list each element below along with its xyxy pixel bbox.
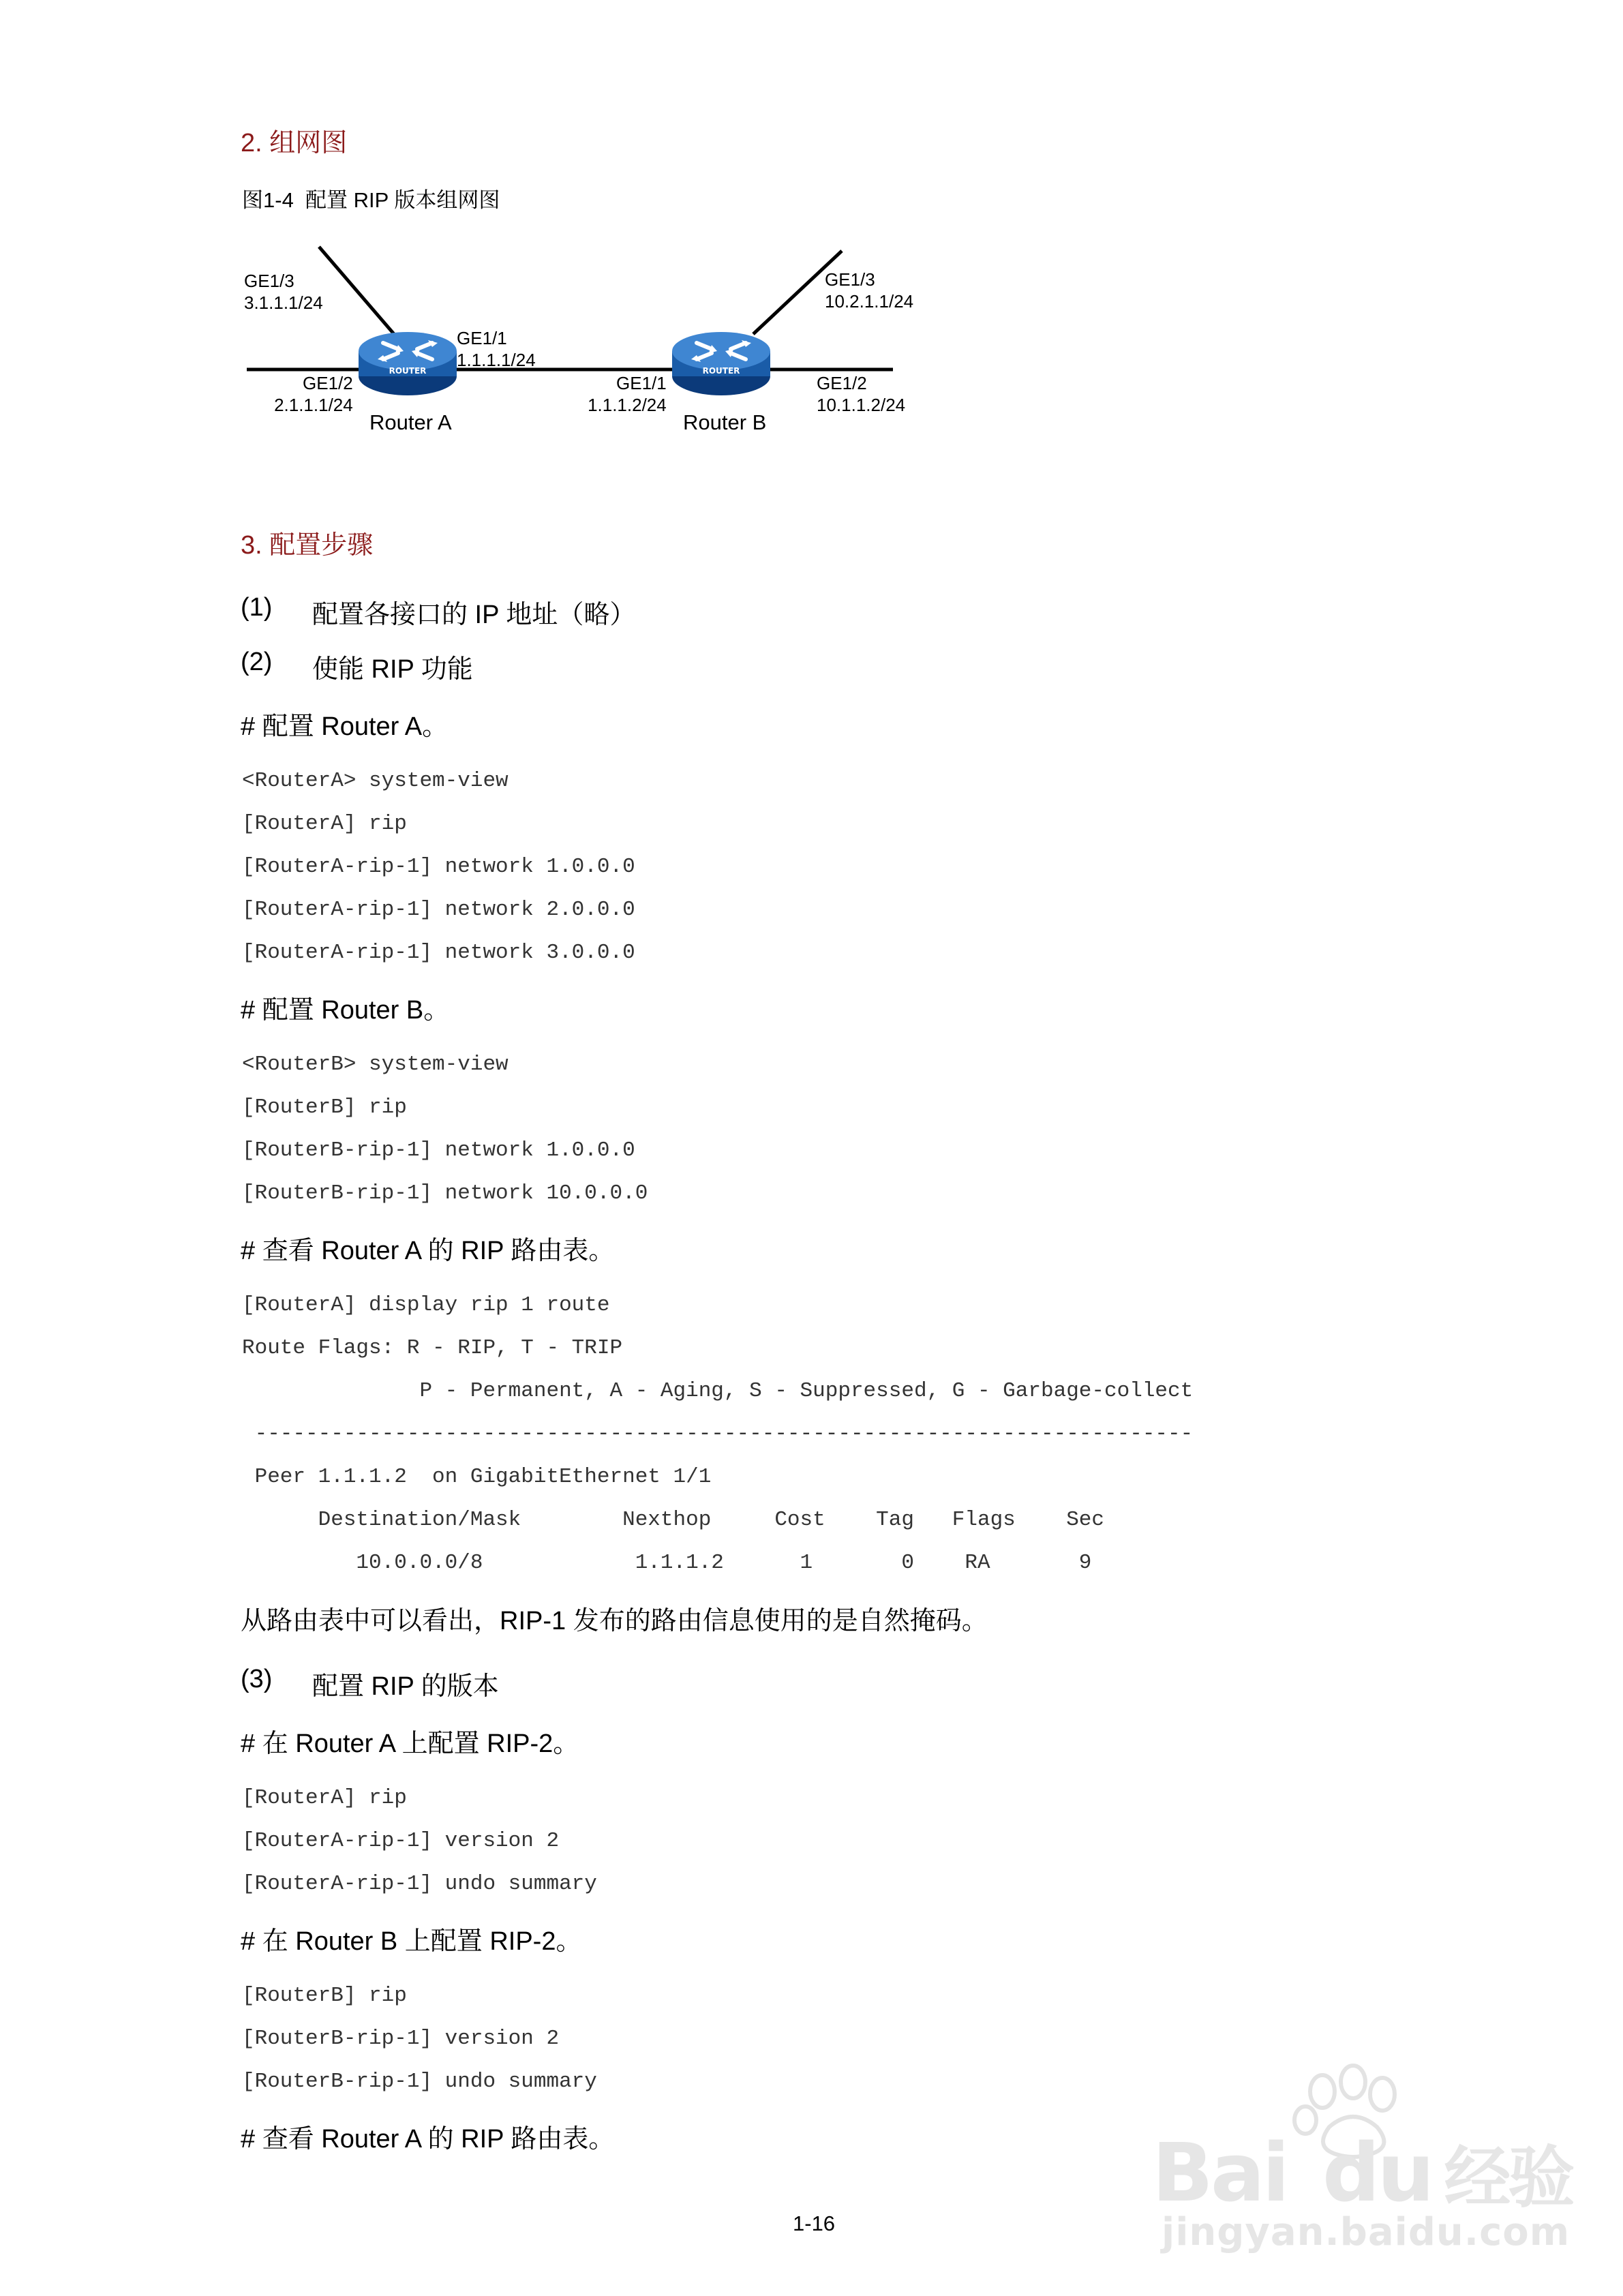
code-table-header: Destination/Mask Nexthop Cost Tag Flags Sec bbox=[242, 1508, 1105, 1532]
note-view-router-a-table: # 查看 Router A 的 RIP 路由表。 bbox=[241, 1237, 615, 1265]
router-b-icon bbox=[672, 332, 770, 395]
router-a-ge13-ip: 3.1.1.1/24 bbox=[244, 292, 323, 313]
code-table-row: 10.0.0.0/8 1.1.1.2 1 0 RA 9 bbox=[242, 1551, 1092, 1575]
router-a-ge13-label bbox=[244, 270, 323, 314]
router-b-ge11-label bbox=[586, 372, 667, 416]
section-heading-network: 2. 组网图 bbox=[241, 129, 348, 157]
code-line: Route Flags: R - RIP, T - TRIP bbox=[242, 1336, 623, 1360]
router-b-badge: ROUTER bbox=[702, 366, 740, 376]
code-line: [RouterB-rip-1] network 1.0.0.0 bbox=[242, 1138, 635, 1162]
step-3-text: 配置 RIP 的版本 bbox=[312, 1672, 499, 1701]
code-line: Peer 1.1.1.2 on GigabitEthernet 1/1 bbox=[242, 1465, 712, 1489]
note-config-router-b: # 配置 Router B。 bbox=[241, 996, 450, 1025]
code-line: [RouterB-rip-1] undo summary bbox=[242, 2070, 597, 2094]
router-b-name: Router B bbox=[683, 410, 767, 434]
step-3-number: (3) bbox=[241, 1665, 273, 1693]
code-line: <RouterA> system-view bbox=[242, 769, 509, 793]
figure-caption: 图1-4 配置 RIP 版本组网图 bbox=[242, 188, 500, 212]
router-b-ge11-name: GE1/1 bbox=[616, 373, 667, 393]
code-line: [RouterA] rip bbox=[242, 1786, 407, 1810]
watermark-brand-2: du bbox=[1322, 2126, 1432, 2220]
code-separator: -------------------------------------------------------------------------- bbox=[242, 1422, 1194, 1446]
code-line: [RouterB-rip-1] network 10.0.0.0 bbox=[242, 1181, 648, 1205]
section-heading-steps: 3. 配置步骤 bbox=[241, 531, 374, 560]
page-number: 1-16 bbox=[793, 2211, 836, 2235]
router-b-ge11-ip: 1.1.1.2/24 bbox=[588, 395, 667, 415]
router-b-ge13-ip: 10.2.1.1/24 bbox=[825, 291, 914, 312]
router-b-ge12-ip: 10.1.1.2/24 bbox=[817, 395, 906, 415]
note-config-router-a: # 配置 Router A。 bbox=[241, 712, 449, 741]
note-view-router-a-table-2: # 查看 Router A 的 RIP 路由表。 bbox=[241, 2125, 615, 2154]
note-router-b-rip2: # 在 Router B 上配置 RIP-2。 bbox=[241, 1927, 582, 1956]
code-line: [RouterA-rip-1] version 2 bbox=[242, 1829, 560, 1853]
note-natural-mask: 从路由表中可以看出，RIP-1 发布的路由信息使用的是自然掩码。 bbox=[241, 1607, 988, 1635]
code-line: <RouterB> system-view bbox=[242, 1053, 509, 1076]
diagram-lines bbox=[232, 232, 947, 450]
note-router-a-rip2: # 在 Router A 上配置 RIP-2。 bbox=[241, 1729, 579, 1758]
baidu-jingyan-watermark bbox=[1152, 2059, 1573, 2263]
network-diagram bbox=[232, 232, 947, 450]
router-a-icon bbox=[359, 332, 457, 395]
code-line: [RouterB] rip bbox=[242, 1096, 407, 1119]
router-a-ge13-name: GE1/3 bbox=[244, 271, 294, 291]
step-2-text: 使能 RIP 功能 bbox=[312, 655, 473, 684]
code-line: [RouterA] display rip 1 route bbox=[242, 1293, 610, 1317]
code-line: [RouterA] rip bbox=[242, 812, 407, 836]
code-line: [RouterA-rip-1] undo summary bbox=[242, 1872, 597, 1896]
router-a-ge11-label bbox=[457, 327, 536, 371]
watermark-product: 经验 bbox=[1444, 2139, 1573, 2217]
code-line: P - Permanent, A - Aging, S - Suppressed, G - Garbage-collect bbox=[242, 1379, 1194, 1403]
router-a-ge12-ip: 2.1.1.1/24 bbox=[274, 395, 353, 415]
step-2-number: (2) bbox=[241, 648, 273, 676]
code-line: [RouterA-rip-1] network 1.0.0.0 bbox=[242, 855, 635, 879]
link-a-ge13 bbox=[319, 247, 394, 334]
router-a-name: Router A bbox=[369, 410, 452, 434]
router-a-ge12-label bbox=[273, 372, 353, 416]
watermark-url: jingyan.baidu.com bbox=[1162, 2210, 1571, 2254]
router-b-ge13-name: GE1/3 bbox=[825, 269, 875, 290]
code-line: [RouterA-rip-1] network 2.0.0.0 bbox=[242, 898, 635, 922]
router-b-ge12-name: GE1/2 bbox=[817, 373, 867, 393]
router-b-ge12-label bbox=[817, 372, 905, 416]
router-a-ge11-ip: 1.1.1.1/24 bbox=[457, 350, 536, 370]
watermark-brand: Bai bbox=[1152, 2126, 1288, 2220]
step-1-number: (1) bbox=[241, 593, 273, 622]
router-b-ge13-label bbox=[825, 269, 913, 312]
router-a-ge11-name: GE1/1 bbox=[457, 328, 507, 348]
code-line: [RouterA-rip-1] network 3.0.0.0 bbox=[242, 941, 635, 965]
step-1-text: 配置各接口的 IP 地址（略） bbox=[312, 601, 636, 629]
code-line: [RouterB-rip-1] version 2 bbox=[242, 2027, 560, 2051]
router-a-badge: ROUTER bbox=[389, 366, 427, 376]
router-a-ge12-name: GE1/2 bbox=[303, 373, 353, 393]
code-line: [RouterB] rip bbox=[242, 1984, 407, 2008]
